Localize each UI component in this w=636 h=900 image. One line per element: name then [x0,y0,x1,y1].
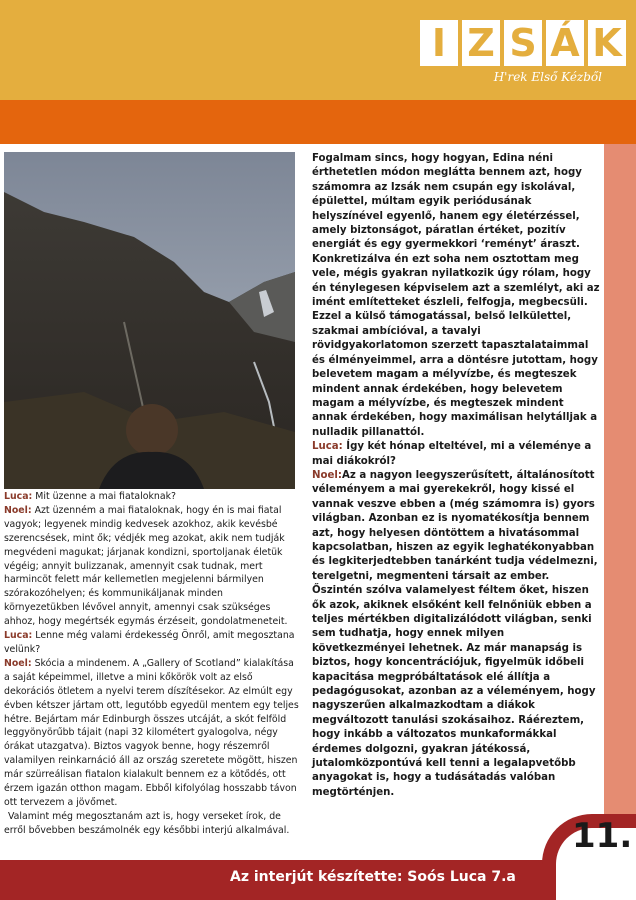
side-stripe [604,144,636,860]
mountain-photo-icon [4,152,295,489]
question-text: Lenne még valami érdekesség Önről, amit megosztana velünk? [4,630,295,655]
logo-letter: I [420,20,458,66]
answer-paragraph [4,657,300,810]
magazine-logo [420,20,626,90]
question-text: Így két hónap elteltével, mi a véleménye a mai diákokról? [312,441,592,467]
interview-left-column [4,490,300,838]
logo-letter: S [504,20,542,66]
answer-paragraph [312,469,600,800]
question-paragraph [312,440,600,469]
author-credit: Az interjút készítette: Soós Luca 7.a [230,869,516,885]
answer-text: Skócia a mindenem. A „Gallery of Scotland” kialakítása a saját képeimmel, illetve a mini kőkörök volt az első dekorációs ötletem a nyelvi terem díszítésekor. Az elmúlt egy évben kétszer jártam ott, legutóbb egyedül mentem egy teljes hétre. Bejártam már Edinburgh összes utcáját, a skót felföld leggyönyörűbb tájait (napi 32 kilométert gyalogolva, négy órákat utazgatva). Biztos vagyok benne, hogy részemről valamilyen reinkarnáció áll az ország szeretete mögött, hiszen már szürreálisan fiatalon kialakult bennem ez a kötődés, ott érzem igazán otthon magam. Ebből kifolyólag hosszabb távon ott tervezem a jövőmet. [4,657,299,808]
body-paragraph: Fogalmam sincs, hogy hogyan, Edina néni érthetetlen módon meglátta bennem azt, hogy számomra az Izsák nem csupán egy iskolával, épülettel, múltam egyik periódusának helyszínével egyenlő, hanem egy életérzéssel, amely biztonságot, páratlan értéket, pozitív energiát és egy gyermekkori ‘reményt’ áraszt. Konkretizálva én ezt soha nem osztottam meg vele, mégis gyakran nyilatkozik úgy rólam, hogy én ténylegesen képviselem azt a szemlélyt, aki az imént említetteket észleli, felfogja, megbecsüli. [312,153,600,309]
scotland-photo [4,152,295,489]
header-stripe [0,100,636,144]
logo-letter: Z [462,20,500,66]
speaker-label: Luca: [312,441,343,453]
closing-paragraph: Valamint még megosztanám azt is, hogy verseket írok, de erről bővebben beszámolnék egy későbbi interjú alkalmával. [4,810,290,836]
answer-text: Az a nagyon leegyszerűsített, általánosított véleményem a mai gyerekekről, hogy kissé el vannak veszve ebben a (még számomra is) gyors világban. Azonban ez is nyomatékosítja bennem azt, hogy helyesen döntöttem a hivatásommal kapcsolatban, hiszen az egyik leghatékonyabban és legkiterjedtebben tanárként tudja védelmezni, terelgetni, megmenteni társait az ember. Őszintén szólva valamelyest féltem őket, hiszen ők azok, akiknek elsőként kell felnőniük ebben a teljes mértékben digitalizálódott világban, senki sem tudhatja, hogy ennek milyen következményei lehetnek. Az már manapság is biztos, hogy koncentrációjuk, figyelmük időbeli kapacitása megpróbáltatások elé állítja a pedagógusokat, azonban az a véleményem, hogy nagyszerűen alkalmazkodtam a diákok megváltozott tanulási szokásaihoz. Ráéreztem, hogy inkább a változatos munkaformákkal érdemes dolgozni, gyakran játékossá, jutalomközpontúvá kell tenni a legalapvetőbb anyagokat is, hogy a tudásátadás valóban megtörténjen. [312,469,598,798]
speaker-label: Luca: [4,491,33,502]
page-number: 11. [572,816,633,856]
logo-subtitle: H'rek Első Kézből [493,70,602,84]
answer-paragraph [4,504,300,629]
logo-letters [420,20,626,66]
logo-letter: K [588,20,626,66]
answer-text: Azt üzenném a mai fiataloknak, hogy én is mai fiatal vagyok; legyenek mindig kedvesek azokhoz, akik kevésbé szerencsések, mint ők; védjék meg azokat, akik nem tudják megvédeni magukat; járjanak kondizni, sportoljanak életük végéig; annyit bulizzanak, amennyit csak tudnak, mert harmincöt felett már kellemetlen megjelenni bármilyen szórakozóhelyen; és kommunikáljanak minden környezetükben lévővel annyit, amennyi csak szükséges ahhoz, hogy megértsék egymás érzéseit, gondolatmeneteit. [4,504,288,628]
interview-right-column [312,152,600,800]
speaker-label: Noel: [4,657,32,669]
speaker-label: Noel: [4,504,32,516]
question-paragraph [4,629,300,657]
body-paragraph: Ezzel a külső támogatással, belső lelkülettel, szakmai ambícióval, a tavalyi rövidgyakorlatomon szerzett tapasztalataimmal és élményeimmel, arra a döntésre jutottam, hogy belevetem magam a mélyvízbe, és megteszek mindent annak érdekében, hogy belevetem magam a mélyvízbe, és megteszek mindent annak érdekében, hogy maximálisan helytálljak a nulladik pillanattól. [312,311,598,438]
question-paragraph [4,490,300,504]
logo-letter: Á [546,20,584,66]
speaker-label: Luca: [4,630,33,642]
question-text: Mit üzenne a mai fiataloknak? [32,491,176,502]
speaker-label: Noel: [312,469,343,481]
